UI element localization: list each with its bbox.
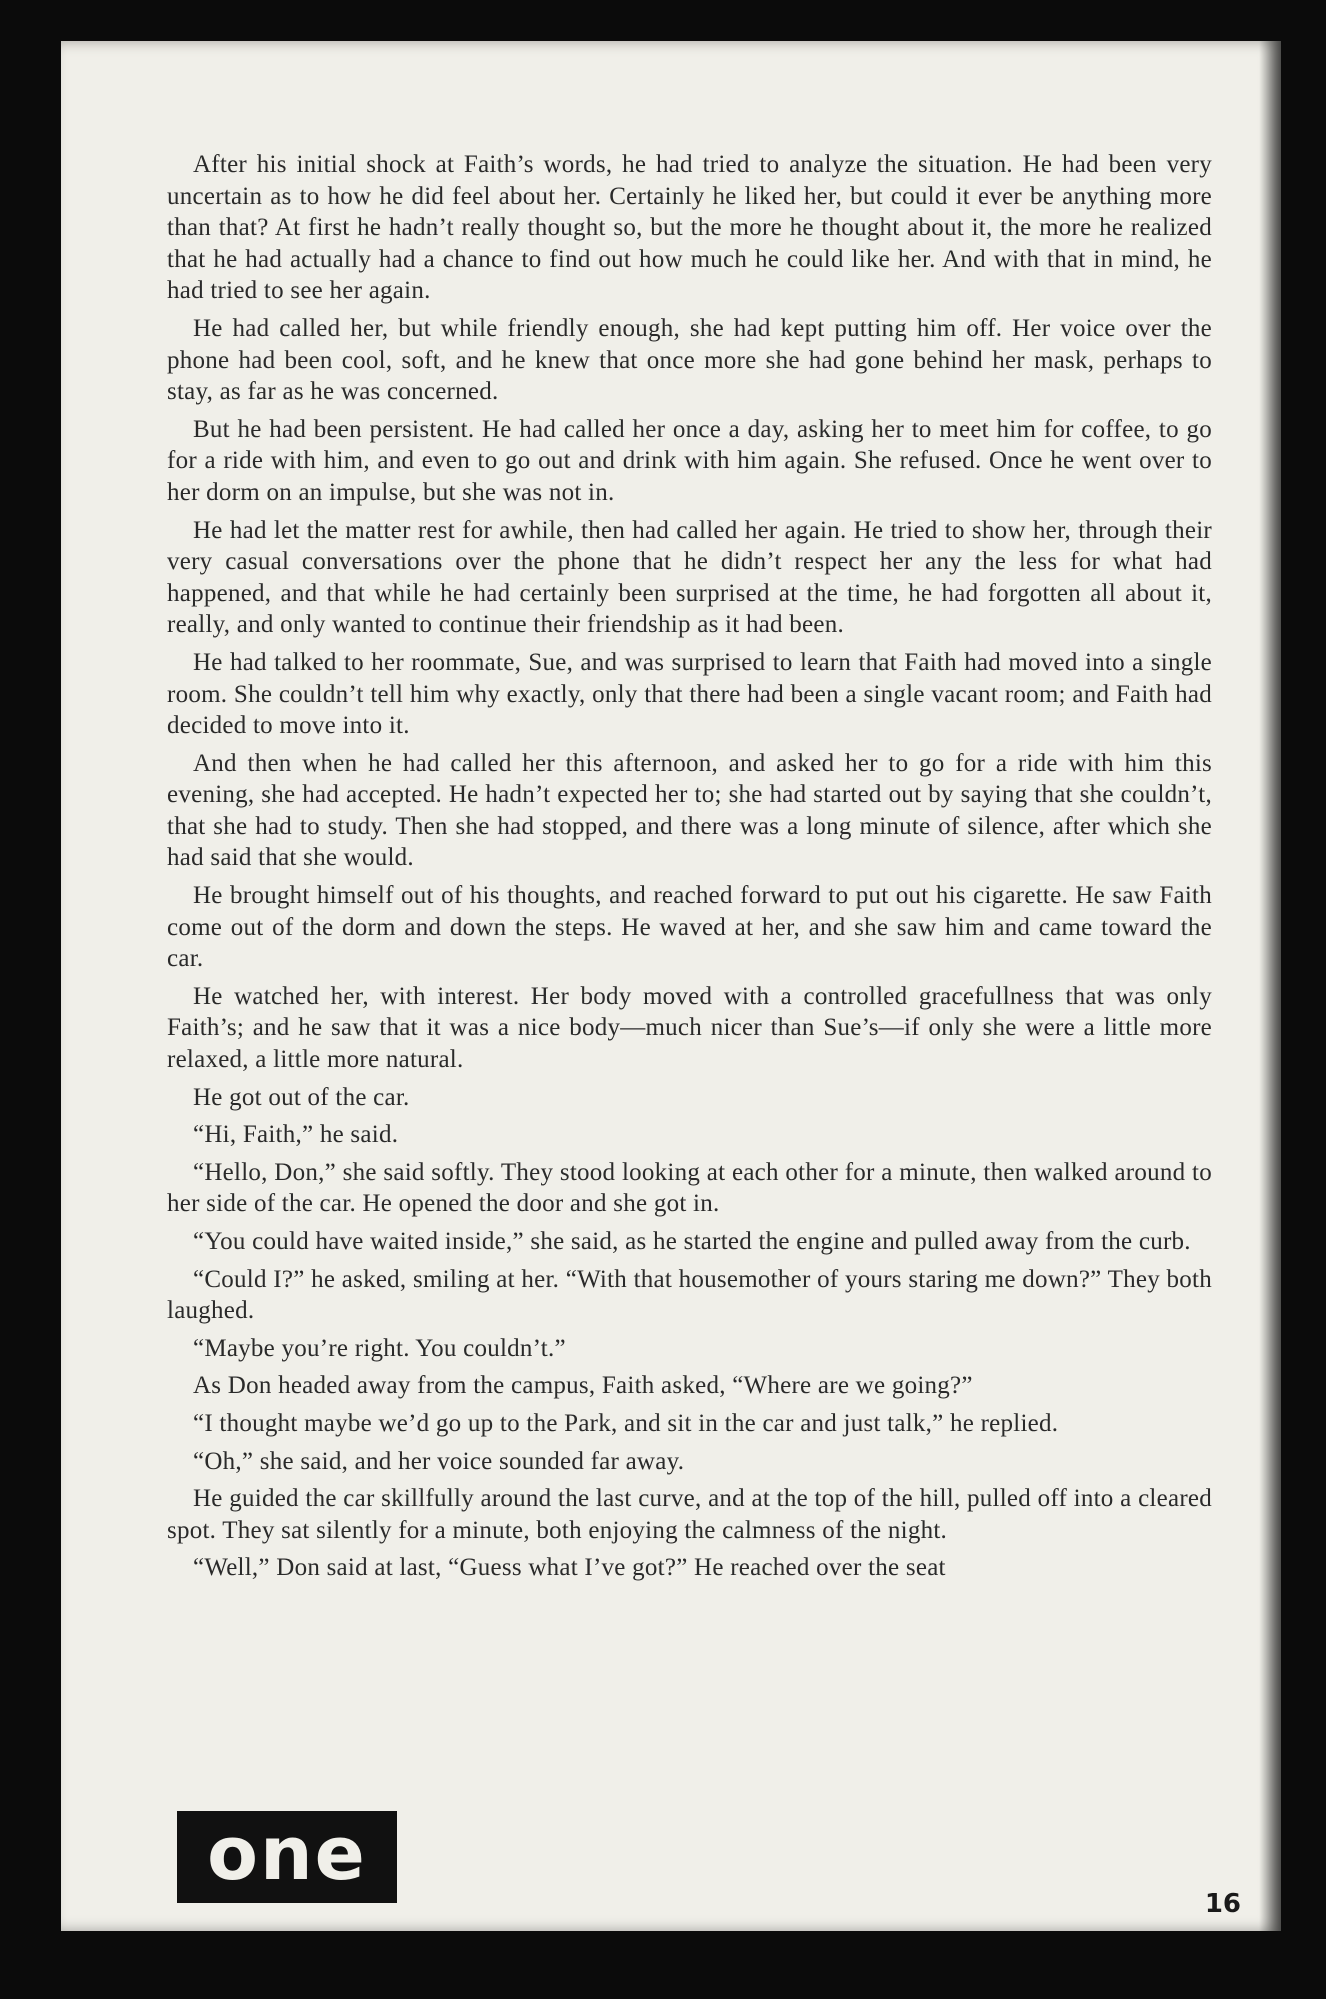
paragraph: He had talked to her roommate, Sue, and was surprised to learn that Faith had moved into a single room. She couldn’t tell him why exactly, only that there had been a single vacant room; and Faith had decided to move into it. — [167, 648, 1212, 740]
page-number: 16 — [1204, 1889, 1241, 1919]
paragraph: After his initial shock at Faith’s words, he had tried to analyze the situation. He had been very uncertain as to how he did feel about her. Certainly he liked her, but could it ever be anything more than that? At first he hadn’t really thought so, but the more he thought about it, the more he realized that he had actually had a chance to find out how much he could like her. And with that in mind, he had tried to see her again. — [167, 151, 1212, 305]
magazine-logo — [177, 1811, 397, 1903]
paragraph: And then when he had called her this afternoon, and asked her to go for a ride with him this evening, she had accepted. He hadn’t expected her to; she had started out by saying that she couldn’t, that she had to study. Then she had stopped, and there was a long minute of silence, after which she had said that she would. — [167, 749, 1212, 872]
paragraph: “Could I?” he asked, smiling at her. “With that housemother of yours staring me down?” They both laughed. — [167, 1265, 1212, 1325]
paragraph: “Maybe you’re right. You couldn’t.” — [193, 1334, 566, 1362]
paragraph: He brought himself out of his thoughts, and reached forward to put out his cigarette. He saw Faith come out of the dorm and down the steps. He waved at her, and she saw him and came toward the car. — [167, 882, 1212, 973]
paragraph: He guided the car skillfully around the last curve, and at the top of the hill, pulled off into a cleared spot. They sat silently for a minute, both enjoying the calmness of the night. — [167, 1485, 1212, 1544]
paragraph: He watched her, with interest. Her body moved with a controlled gracefullness that was only Faith’s; and he saw that it was a nice body—much nicer than Sue’s—if only she were a little more relaxed, a little more natural. — [167, 982, 1212, 1074]
paragraph: “You could have waited inside,” she said, as he started the engine and pulled away from the curb. — [193, 1228, 1191, 1255]
paragraph: He had let the matter rest for awhile, then had called her again. He tried to show her, through their very casual conversations over the phone that he didn’t respect her any the less for what had happened, and that while he had certainly been surprised at the time, he had forgotten all about it, really, and only wanted to continue their friendship as it had been. — [167, 516, 1212, 639]
paragraph: But he had been persistent. He had called her once a day, asking her to meet him for coffee, to go for a ride with him, and even to go out and drink with him again. She refused. Once he went over to her dorm on an impulse, but she was not in. — [167, 415, 1212, 506]
paragraph: He had called her, but while friendly enough, she had kept putting him off. Her voice over the phone had been cool, soft, and he knew that once more she had gone behind her mask, perhaps to stay, as far as he was concerned. — [167, 314, 1212, 406]
paragraph: He got out of the car. — [193, 1083, 410, 1111]
paragraph: As Don headed away from the campus, Faith asked, “Where are we going?” — [193, 1372, 973, 1400]
paragraph: “Hello, Don,” she said softly. They stood looking at each other for a minute, then walked around to her side of the car. He opened the door and she got in. — [167, 1158, 1212, 1218]
story-text — [167, 149, 1212, 1590]
paragraph: “Well,” Don said at last, “Guess what I’ve got?” He reached over the seat — [193, 1554, 946, 1582]
magazine-page — [61, 41, 1281, 1931]
logo-text: one — [207, 1811, 367, 1897]
paragraph: “Hi, Faith,” he said. — [193, 1121, 399, 1149]
paragraph: “I thought maybe we’d go up to the Park, and sit in the car and just talk,” he replied. — [193, 1409, 1059, 1437]
page-spine-shadow — [1259, 41, 1281, 1931]
paragraph: “Oh,” she said, and her voice sounded far away. — [193, 1447, 685, 1475]
